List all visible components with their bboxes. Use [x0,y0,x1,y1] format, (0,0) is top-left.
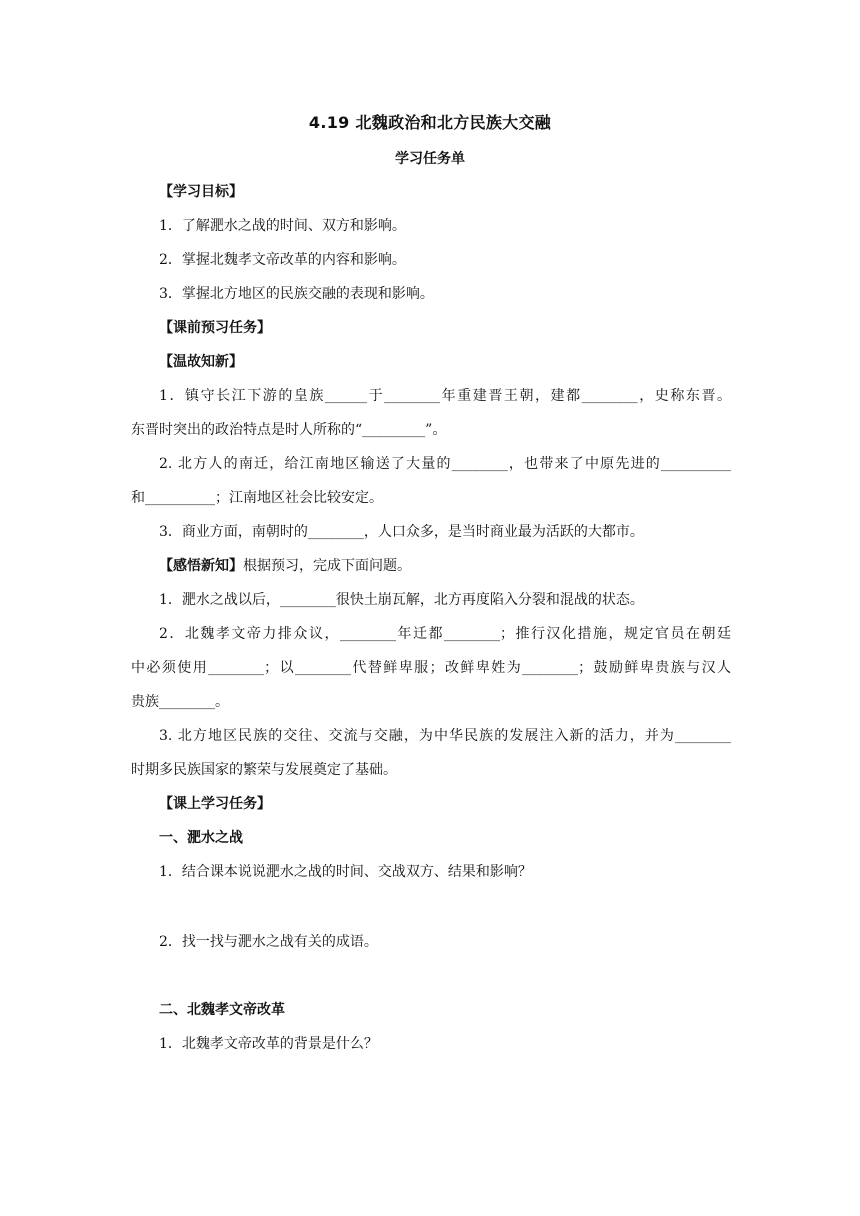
new-knowledge-heading [131,549,731,583]
new-knowledge-instruction: 根据预习，完成下面问题。 [243,558,411,574]
new-knowledge-line: 中必须使用________；以________代替鲜卑服；改鲜卑姓为________；鼓励鲜卑贵族与汉人 [131,660,731,676]
objective-item: 1．了解淝水之战的时间、双方和影响。 [159,218,406,234]
reform-question: 1．北魏孝文帝改革的背景是什么？ [159,1036,378,1052]
new-knowledge-line: 贵族________。 [131,694,229,710]
objective-item: 2．掌握北魏孝文帝改革的内容和影响。 [159,252,406,268]
worksheet-content [131,175,731,1061]
review-question-line: 2. 北方人的南迁，给江南地区输送了大量的________，也带来了中原先进的__________ [159,456,731,472]
page-subtitle: 学习任务单 [395,151,465,167]
answer-space [131,889,731,925]
feishui-idiom-question: 2．找一找与淝水之战有关的成语。 [159,934,378,950]
review-question-line: 和__________；江南地区社会比较安定。 [131,490,383,506]
page-title: 4.19 北魏政治和北方民族大交融 [308,113,552,132]
new-knowledge-line: 2．北魏孝文帝力排众议，________年迁都________；推行汉化措施，规定官员在朝廷 [159,626,731,642]
objective-item: 3．掌握北方地区的民族交融的表现和影响。 [159,286,434,302]
review-question-line: 3．商业方面，南朝时的________，人口众多，是当时商业最为活跃的大都市。 [159,524,644,540]
new-knowledge-line: 时期多民族国家的繁荣与发展奠定了基础。 [131,762,397,778]
new-knowledge-line: 1．淝水之战以后，________很快土崩瓦解，北方再度陷入分裂和混战的状态。 [159,592,644,608]
answer-space [131,959,731,993]
objectives-heading: 【学习目标】 [159,184,243,200]
preview-heading: 【课前预习任务】 [159,320,271,336]
review-question-line: 1．镇守长江下游的皇族______于________年重建晋王朝，建都________，史称东晋。 [159,388,731,404]
new-knowledge-heading-label: 【感悟新知】 [159,558,243,574]
feishui-question: 1．结合课本说说淝水之战的时间、交战双方、结果和影响？ [159,864,532,880]
new-knowledge-line: 3. 北方地区民族的交往、交流与交融，为中华民族的发展注入新的活力，并为________ [159,728,731,744]
section-feishui-heading: 一、淝水之战 [159,830,243,846]
section-reform-heading: 二、北魏孝文帝改革 [159,1002,285,1018]
inclass-heading: 【课上学习任务】 [159,796,271,812]
review-heading: 【温故知新】 [159,354,243,370]
review-question-line: 东晋时突出的政治特点是时人所称的“_________”。 [131,422,447,438]
